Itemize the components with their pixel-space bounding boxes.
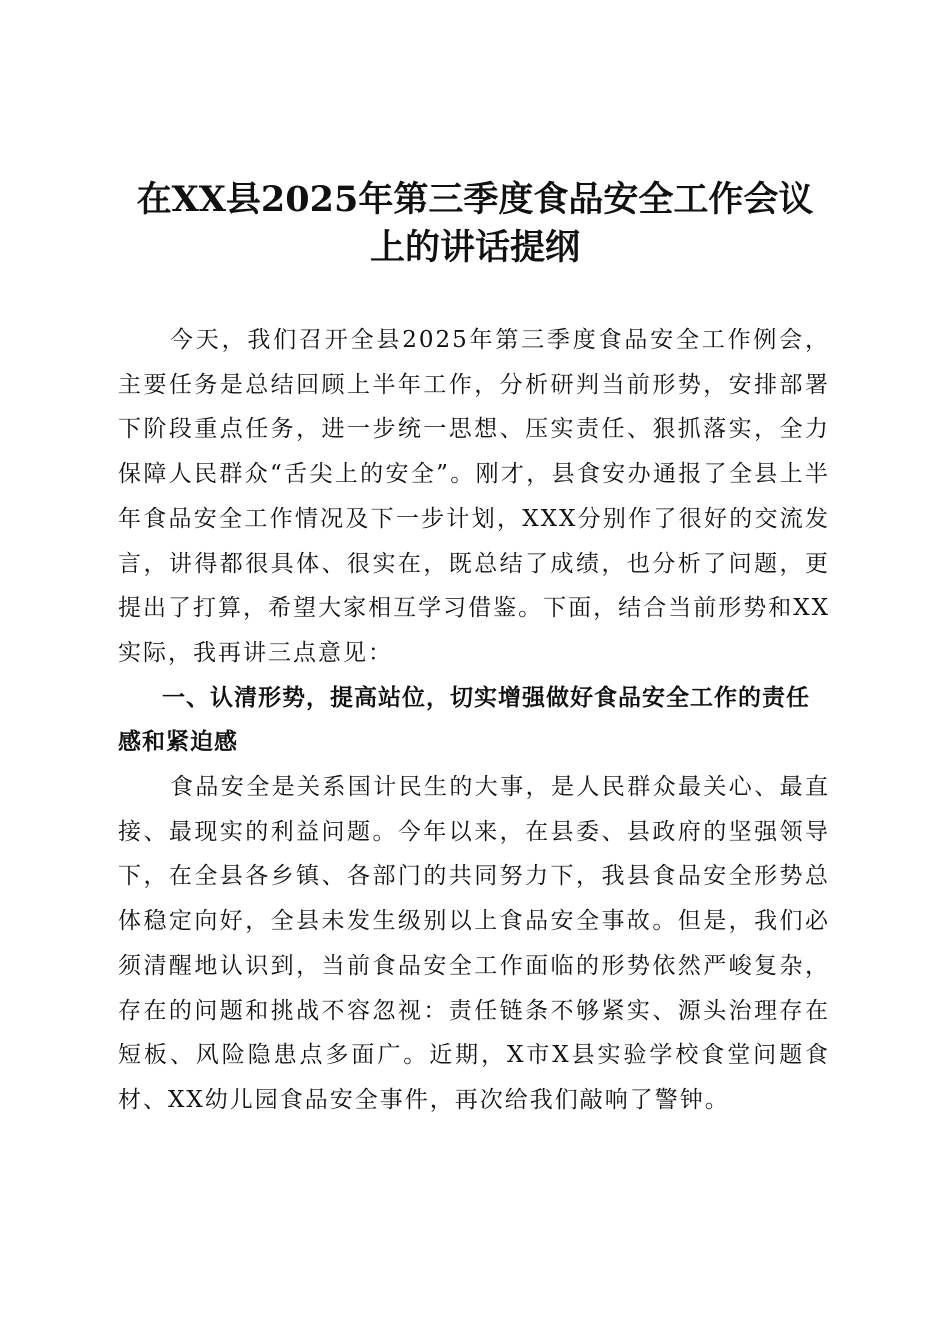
document-title-line-2: 上的讲话提纲 xyxy=(369,227,580,268)
document-body xyxy=(118,318,830,1123)
section-heading-1: 一、认清形势，提高站位，切实增强做好食品安全工作的责任感和紧迫感 xyxy=(118,684,810,756)
opening-paragraph: 今天，我们召开全县2025年第三季度食品安全工作例会，主要任务是总结回顾上半年工作，分析研判当前形势，安排部署下阶段重点任务，进一步统一思想、压实责任、狠抓落实，全力保障人民群众“舌尖上的安全”。刚才，县食安办通报了全县上半年食品安全工作情况及下一步计划，XXX分别作了很好的交流发言，讲得都很具体、很实在，既总结了成绩，也分析了问题，更提出了打算，希望大家相互学习借鉴。下面，结合当前形势和XX实际，我再讲三点意见： xyxy=(118,327,830,666)
document-title-line-1: 在XX县2025年第三季度食品安全工作会议 xyxy=(136,179,814,220)
section-1-paragraph: 食品安全是关系国计民生的大事，是人民群众最关心、最直接、最现实的利益问题。今年以来，在县委、县政府的坚强领导下，在全县各乡镇、各部门的共同努力下，我县食品安全形势总体稳定向好，全县未发生级别以上食品安全事故。但是，我们必须清醒地认识到，当前食品安全工作面临的形势依然严峻复杂，存在的问题和挑战不容忽视：责任链条不够紧实、源头治理存在短板、风险隐患点多面广。近期，X市X县实验学校食堂问题食材、XX幼儿园食品安全事件，再次给我们敲响了警钟。 xyxy=(118,774,830,1113)
document-title xyxy=(95,176,855,272)
